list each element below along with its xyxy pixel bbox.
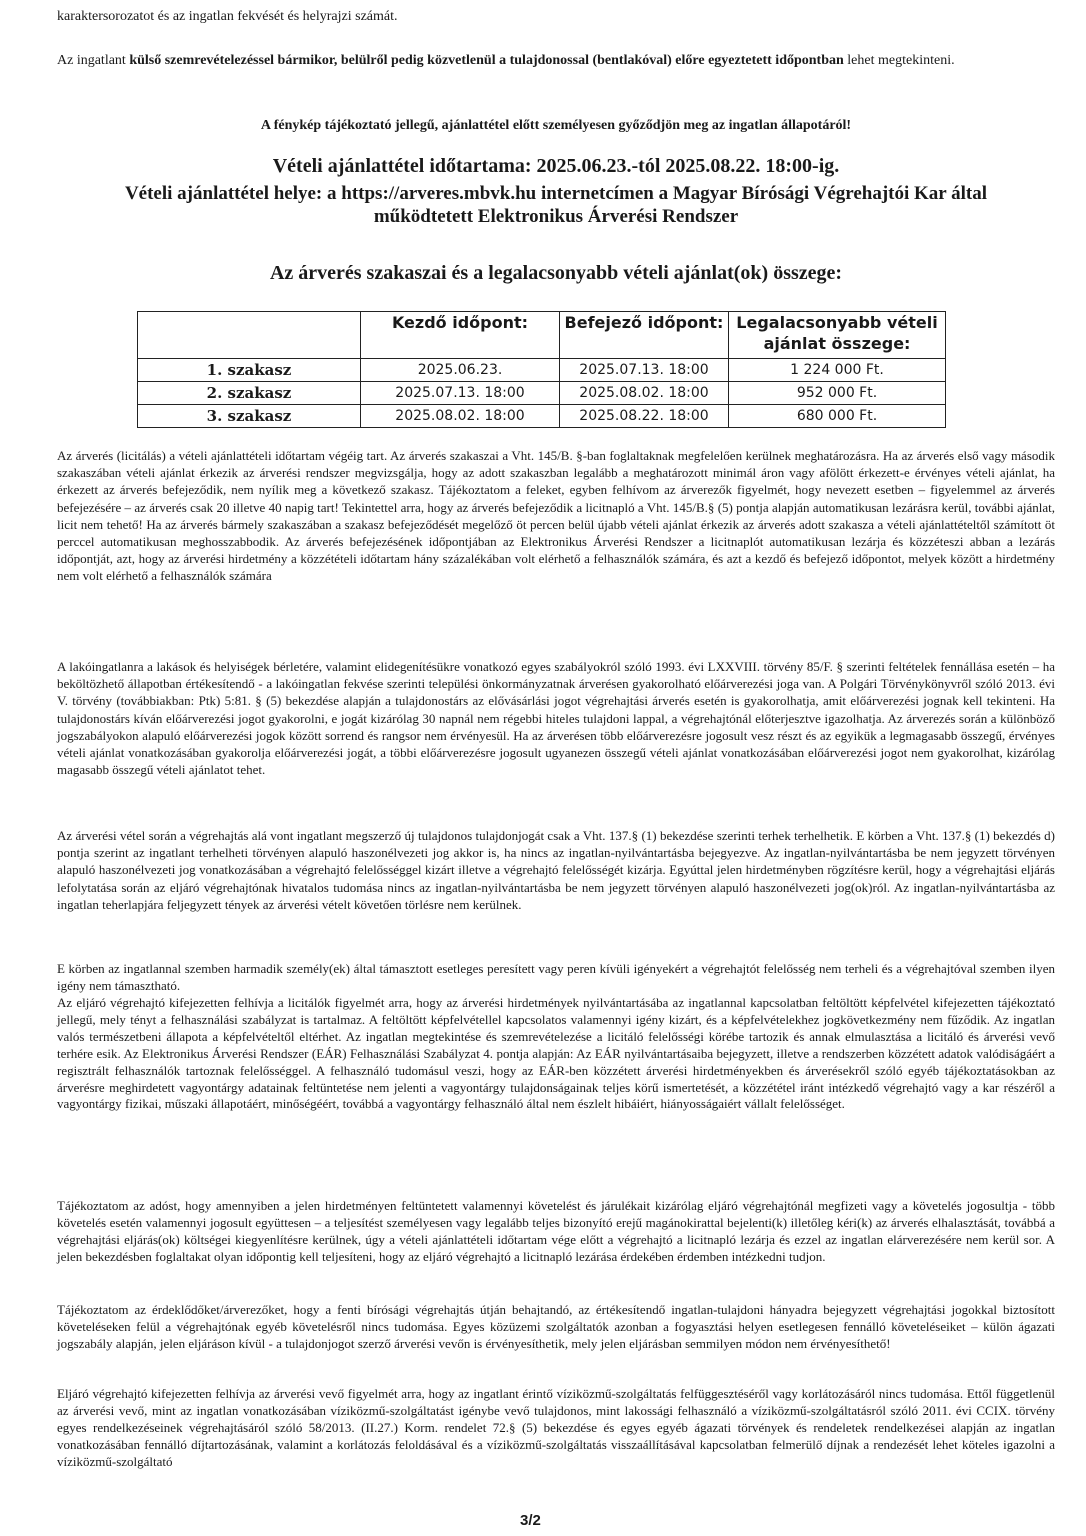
table-cell: 2025.08.22. 18:00 [560, 405, 729, 428]
table-row [138, 359, 946, 382]
viewing-paragraph [57, 50, 1055, 72]
table-cell: 680 000 Ft. [729, 405, 946, 428]
table-cell: 2025.08.02. 18:00 [560, 382, 729, 405]
table-cell: 952 000 Ft. [729, 382, 946, 405]
photo-notice: A fénykép tájékoztató jellegű, ajánlattétel előtt személyesen győződjön meg az ingatlan állapotáról! [260, 118, 852, 133]
photo-liability-paragraph: Az eljáró végrehajtó kifejezetten felhívja a licitálók figyelmét arra, hogy az árverési hirdetmények nyilvántartásába az ingatlannal kapcsolatban feltöltött képfelvétel kifejezetten tájékoztató jellegű, mely tényt a felhasználási szabályzat is tartalmaz. A feltöltött képfelvétellel kapcsolatos valamennyi igény kizárt, és a képfelvételekhez jogkövetkezmény nem fűződik. Az ingatlan valós természetbeni állapota a képfelvételtől eltérhet. Az ingatlan megtekintése és szemrevételezése a licitáló felelősségi körébe tartozik és annak elmulasztása a licitáló és árverési vevő terhére esik. Az Elektronikus Árverési Rendszer (EÁR) Felhasználási Szabályzat 4. pontja alapján: Az EÁR nyilvántartásaiba bejegyzett, illetve a rendszerben közzétett adatok valódiságáért a regisztrált felhasználók tartoznak felelősséggel. A felhasználó tudomásul veszi, hogy az EÁR-ben közzétett árverési hirdetményekben és árverésekről szóló egyéb tájékoztatásokban az árverésre meghirdetett vagyontárgy adatainak feltüntetése nem jelenti a vagyontárgy tulajdonságainak teljes körű ismertetését, a közzététel iránt intézkedő végrehajtó vagy a kar részéről a vagyontárgy fizikai, műszaki állapotáért, minőségéért, továbbá a vagyontárgy felhasználó által nem észlelt hibáiért, hiányosságaiért vállalt felelősséget. [57, 995, 1055, 1112]
table-cell: 2025.06.23. [361, 359, 560, 382]
auction-rules-paragraph: Az árverés (licitálás) a vételi ajánlattételi időtartam végéig tart. Az árverés szakaszai a Vht. 145/B. §-ban foglaltaknak megfelelően kerülnek meghatározásra. Ha az árverés első vagy második szakaszában vételi ajánlat érkezik az árverési rendszer megvizsgálja, hogy az adott szakaszban legalább a meghatározott minimál áron vagy afölött érkezett-e érvényes vételi ajánlat, ha érkezett az árverés befejeződik, nem nyílik meg a következő szakasz. Tájékoztatom a feleket, egyben felhívom az árverezők figyelmét, hogy nevezett esetben – figyelemmel az árverés befejezésére – az árverés csak 20 illetve 40 napig tart! Tekintettel arra, hogy az árverés befejeződik a licitnapló a Vht. 145/B.§ (5) pontja alapján automatikusan lezárásra kerül, további ajánlat, licit nem tehető! Ha az árverés bármely szakaszában a szakasz befejeződését megelőző öt percen belül újabb vételi ajánlat érkezik az árverés adott szakasza a vételi ajánlattételtől számított öt perccel automatikusan meghosszabbodik. Az árverés befejezésének időpontjában az Elektronikus Árverési Rendszer a licitnaplót automatikusan lezárja és közzéteszi abban a lezárás időpontját, azt, hogy az árverési hirdetmény a közzétételi időtartam hány százalékában volt elérhető a felhasználók számára, és azt a kezdő és befejező időpontot, melyek között a hirdetmény nem volt elérhető a felhasználók számára [57, 448, 1055, 584]
table-header-cell: Befejező időpont: [560, 312, 729, 359]
phases-title: Az árverés szakaszai és a legalacsonyabb vételi ajánlat(ok) összege: [269, 262, 843, 284]
table-cell: 2025.08.02. 18:00 [361, 405, 560, 428]
table-header-cell: Legalacsonyabb vételi ajánlat összege: [729, 312, 946, 359]
table-cell: 2025.07.13. 18:00 [361, 382, 560, 405]
table-cell: 1. szakasz [138, 359, 361, 382]
table-cell: 2025.07.13. 18:00 [560, 359, 729, 382]
table-header-row [138, 312, 946, 359]
bid-place: Vételi ajánlattétel helye: a https://arveres.mbvk.hu internetcímen a Magyar Bírósági Végrehajtói Kar által működtetett Elektronikus Árverési Rendszer [124, 183, 988, 227]
viewing-text-end: lehet megtekinteni. [843, 53, 955, 68]
water-utility-paragraph: Eljáró végrehajtó kifejezetten felhívja az árverési vevő figyelmét arra, hogy az ingatlant érintő víziközmű-szolgáltatás felfüggesztéséről vagy korlátozásáról nincs tudomása. Ettől függetlenül az árverési vevő, mint az ingatlan vonatkozásában víziközmű-szolgáltatást igénybe vevő tulajdonos, mint lakossági felhasználó a víziközmű-szolgáltatásról szóló 2011. évi CCIX. törvény egyes rendelkezéseinek végrehajtásáról szóló 58/2013. (II.27.) Korm. rendelet 72.§ (5) bekezdése és egyes egyéb ágazati törvények és rendeletek rendelkezései alapján az ingatlan vonatkozásában fennálló díjtartozásának, valamint a korlátozás feloldásával és a víziközmű-szolgáltatás visszaállításával kapcsolatban felmerülő díjnak a rendezését lehet köteles igazolni a víziközmű-szolgáltató [57, 1386, 1055, 1469]
table-cell: 1 224 000 Ft. [729, 359, 946, 382]
viewing-text-start: Az ingatlant [57, 53, 130, 68]
debtor-notice-paragraph: Tájékoztatom az adóst, hogy amennyiben a jelen hirdetményen feltüntetett valamennyi követelést és járulékait kizárólag eljáró végrehajtónál megfizeti vagy a követelés jogosultja - több követelés esetén valamennyi jogosult együttesen – a teljesítést személyesen vagy legalább teljes bizonyító erejű magánokirattal bejelenti(k) illetőleg kéri(k) az árverés elhalasztását, továbbá a végrehajtási eljárás(ok) költségei kiegyenlítésre kerülnek, úgy a vételi ajánlattételi időtartam vége előtt a végrehajtó a licitnapló lezárja és ezzel az ingatlan elárverezésére nem kerül sor. A jelen bekezdésben foglaltakat olyan időpontig kell teljesíteni, hogy az eljáró végrehajtó a licitnapló lezárása érdekében érdemben intézkedni tudjon. [57, 1198, 1055, 1264]
preemption-paragraph: A lakóingatlanra a lakások és helyiségek bérletére, valamint elidegenítésükre vonatkozó egyes szabályokról szóló 1993. évi LXXVIII. törvény 85/F. § szerinti feltételek fennállása esetén – ha beköltözhető állapotban értékesítendő - a lakóingatlan fekvése szerinti települési önkormányzatnak árverésen gyakorolható előárverezési joga van. A Polgári Törvénykönyvről szóló 2013. évi V. törvény (továbbiakban: Ptk) 5:81. § (5) bekezdése alapján a tulajdonostárs az elővásárlási jogot végrehajtási árverés esetén is gyakorolhatja, amit előárverezési jognak kell tekinteni. Ha tulajdonostárs kíván előárverezési jogot gyakorolni, e jogát kizárólag 30 napnál nem régebbi hiteles tulajdoni lappal, a végrehajtónál előterjesztve igazolhatja. Az árverezés során a különböző jogszabályokon alapuló előárverezési jogok között sorrend és rangsor nem érvényesül. Ha az árverésen több előárverezésre jogosult vesz részt és az egyikük a legmagasabb összegű, érvényes vételi ajánlat vonatkozásában gyakorolja előárverezési jogát, a többi előárverezésre jogosult ugyanezen összegű vételi ajánlat vonatkozásában előárverezési jogot nem gyakorolhat, kizárólag magasabb összegű vételi ajánlatot tehet. [57, 659, 1055, 778]
table-header-cell: Kezdő időpont: [361, 312, 560, 359]
viewing-text-bold: külső szemrevételezéssel bármikor, belülről pedig közvetlenül a tulajdonossal (bentlakóval) előre egyeztetett időpontban [129, 53, 844, 68]
third-party-claims-paragraph: E körben az ingatlannal szemben harmadik személy(ek) által támasztott esetleges peresített vagy peren kívüli igényekért a végrehajtót felelősség nem terheli és a végrehajtóval szemben ilyen igény nem támasztható. [57, 961, 1055, 994]
table-header-cell [138, 312, 361, 359]
phases-table [137, 311, 946, 428]
page-number: 3/2 [520, 1512, 541, 1529]
table-row [138, 405, 946, 428]
bid-period: Vételi ajánlattétel időtartama: 2025.06.23.-tól 2025.08.22. 18:00-ig. [272, 155, 840, 177]
table-cell: 3. szakasz [138, 405, 361, 428]
table-cell: 2. szakasz [138, 382, 361, 405]
encumbrance-paragraph: Az árverési vétel során a végrehajtás alá vont ingatlant megszerző új tulajdonos tulajdonjogát csak a Vht. 137.§ (1) bekezdése szerinti terhek terhelhetik. E körben a Vht. 137.§ (1) bekezdés d) pontja szerint az ingatlant terhelheti törvényen alapuló haszonélvezeti jog akkor is, ha nincs az ingatlan-nyilvántartásba bejegyezve. Az ingatlan-nyilvántartásba be nem jegyzett törvényen alapuló haszonélvezeti jog vonatkozásában a végrehajtó felelősséggel kizárt illetve a végrehajtó felelősségét kizárja. Egyúttal jelen hirdetményben rögzítésre kerül, hogy a végrehajtási eljárás lefolytatása során az eljáró végrehajtónak hivatalos tudomása nincs az ingatlan-nyilvántartásba be nem jegyzett törvényen alapuló haszonélvezeti jog(ok)ról. Az ingatlan-nyilvántartásba az ingatlan teherlapjára feljegyzett tények az árverési vételt követően törlésre nem kerülnek. [57, 828, 1055, 912]
creditor-claims-paragraph: Tájékoztatom az érdeklődőket/árverezőket, hogy a fenti bírósági végrehajtás útján behajtandó, az értékesítendő ingatlan-tulajdoni hányadra bejegyzett végrehajtási jogokkal biztosított követeléseken felül a végrehajtónak egyéb követelésről nincs tudomása. Egyes közüzemi szolgáltatók azonban a fogyasztási helyen esetlegesen fennálló követeléseiket – külön ágazati jogszabály alapján, jelen eljáráson kívül - a tulajdonjogot szerző árverési vevőn is érvényesíthetik, mely jelen eljárásban semmilyen módon nem érvényesíthető! [57, 1302, 1055, 1351]
intro-line: karaktersorozatot és az ingatlan fekvését és helyrajzi számát. [57, 9, 398, 24]
table-row [138, 382, 946, 405]
